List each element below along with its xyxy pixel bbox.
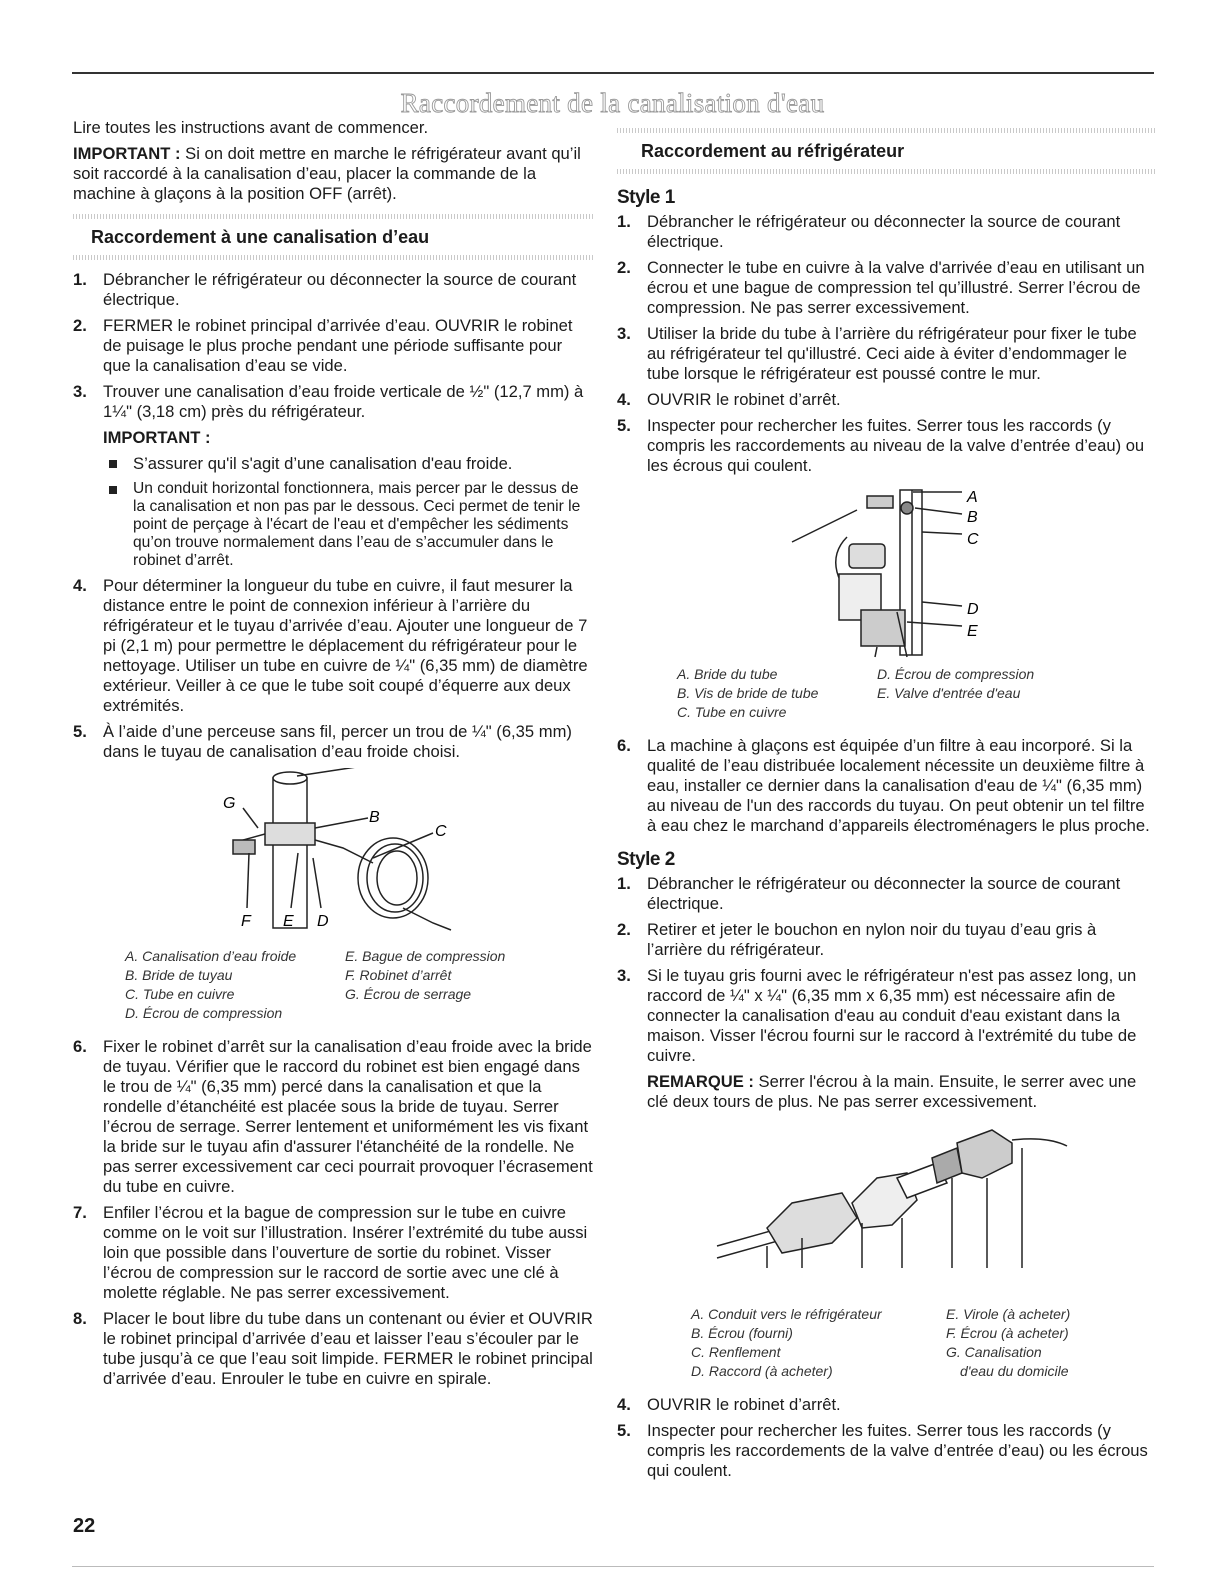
step-number: 4. [617, 390, 631, 409]
list-item [73, 316, 593, 376]
style1-steps-list-continued [617, 736, 1155, 836]
caption: C. Renflement [691, 1344, 781, 1360]
list-item [617, 390, 1155, 410]
list-item [617, 920, 1155, 960]
top-rule [72, 72, 1154, 74]
figure-letter-d: D [967, 601, 979, 618]
list-item [73, 722, 593, 762]
fitting-illustration [617, 1118, 1155, 1278]
bottom-rule [72, 1566, 1154, 1567]
step-text: FERMER le robinet principal d’arrivée d’eau. OUVRIR le robinet de puisage le plus proche pendant une période suffisante pour que la canalisation d’eau se vide. [103, 316, 573, 375]
figure-captions [617, 665, 1155, 722]
step-text: Connecter le tube en cuivre à la valve d'arrivée d’eau en utilisant un écrou et une bague de compression tel qu’illustré. Serrer l’écrou de compression. Ne pas serrer excessivement. [647, 258, 1145, 317]
figure-letter-c: C [435, 823, 447, 840]
list-item [617, 324, 1155, 384]
left-column [73, 118, 593, 1395]
step-text: Pour déterminer la longueur du tube en cuivre, il faut mesurer la distance entre le point de connexion inférieur à l’arrière du réfrigérateur et le tuyau d’arrivée d’eau. Ajouter une longueur de 7 pi (2,1 m) pour permettre le déplacement du réfrigérateur pour le nettoyage. Utiliser un tube en cuivre de ¼" (6,35 mm) de diamètre extérieur. Veiller à ce que le tube soit coupé d’équerre aux deux extrémités. [103, 576, 588, 715]
figure-letter-d: D [317, 913, 329, 930]
left-steps-list-continued [73, 1037, 593, 1389]
step-text: La machine à glaçons est équipée d’un filtre à eau incorporé. Si la qualité de l’eau distribuée localement nécessite un deuxième filtre à eau, installer ce dernier dans la canalisation d'eau de ¼" (6,35 mm) au niveau de l'un des raccords du tuyau. On peut obtenir un tel filtre à eau chez le marchand d’appareils électroménagers le plus proche. [647, 736, 1150, 835]
figure-captions [73, 947, 593, 1023]
step-text: Débrancher le réfrigérateur ou déconnecter la source de courant électrique. [647, 212, 1121, 251]
step-number: 8. [73, 1309, 87, 1328]
bullet-item [103, 454, 593, 474]
list-item [73, 1037, 593, 1197]
step-text: OUVRIR le robinet d’arrêt. [647, 390, 841, 409]
list-item [617, 966, 1155, 1112]
step-number: 7. [73, 1203, 87, 1222]
caption: B. Bride de tuyau [125, 967, 233, 983]
list-item [73, 576, 593, 716]
caption: E. Bague de compression [345, 948, 506, 964]
step-number: 5. [617, 1421, 631, 1440]
bullet-square-icon [109, 460, 117, 468]
caption: d'eau du domicile [960, 1363, 1069, 1379]
caption: B. Écrou (fourni) [691, 1325, 793, 1341]
style2-steps-list [617, 874, 1155, 1112]
list-item [73, 1309, 593, 1389]
figure-letter-a: A [967, 489, 978, 506]
list-item [617, 1421, 1155, 1481]
step-number: 2. [617, 920, 631, 939]
step-text: OUVRIR le robinet d’arrêt. [647, 1395, 841, 1414]
list-item [73, 382, 593, 570]
caption [877, 703, 1077, 722]
step-number: 2. [73, 316, 87, 335]
caption: D. Raccord (à acheter) [691, 1363, 833, 1379]
step-text: Trouver une canalisation d’eau froide verticale de ½" (12,7 mm) à 1¼" (3,18 cm) près du réfrigérateur. [103, 382, 584, 421]
figure-letter-b: B [369, 809, 380, 826]
list-item [617, 1395, 1155, 1415]
figure-letter-c: C [967, 531, 979, 548]
caption: G. Écrou de serrage [345, 986, 472, 1002]
step-text: Inspecter pour rechercher les fuites. Serrer tous les raccords (y compris les raccordements au niveau de la valve d’entrée d’eau) ou les écrous qui coulent. [647, 416, 1145, 475]
remarque-text: Serrer l'écrou à la main. Ensuite, le serrer avec une clé deux tours de plus. Ne pas serrer excessivement. [647, 1072, 1137, 1111]
intro-text: Lire toutes les instructions avant de commencer. [73, 118, 429, 137]
section-title: Raccordement au réfrigérateur [641, 141, 905, 161]
list-item [617, 416, 1155, 476]
caption: D. Écrou de compression [877, 666, 1035, 682]
step3-important-label: IMPORTANT : [103, 428, 211, 447]
hatch-divider [617, 169, 1155, 174]
bullet-text: Un conduit horizontal fonctionnera, mais percer par le dessus de la canalisation et non pas par le dessous. Ceci permet de tenir le point de perçage à l'écart de l'eau et d'empêcher les sédiments qu’on trouve normalement dans l’eau de s’accumuler dans le robinet d’arrêt. [133, 480, 581, 569]
page-number: 22 [73, 1515, 96, 1537]
left-steps-list [73, 270, 593, 762]
figure-letter-b: B [967, 509, 978, 526]
figure-letter-f: F [241, 913, 251, 930]
step-text: Débrancher le réfrigérateur ou déconnecter la source de courant électrique. [647, 874, 1121, 913]
step-number: 4. [73, 576, 87, 595]
caption: A. Bride du tube [677, 666, 778, 682]
important-text: Si on doit mettre en marche le réfrigérateur avant qu’il soit raccordé à la canalisation d’eau, placer la commande de la machine à glaçons à la position OFF (arrêt). [73, 144, 581, 203]
style2-steps-list-continued [617, 1395, 1155, 1481]
step-number: 3. [73, 382, 87, 401]
step-text: Débrancher le réfrigérateur ou déconnecter la source de courant électrique. [103, 270, 577, 309]
hatch-divider [73, 255, 593, 260]
remarque-note [647, 1072, 1155, 1112]
important-note [73, 144, 593, 204]
caption: A. Conduit vers le réfrigérateur [691, 1306, 882, 1322]
step-number: 4. [617, 1395, 631, 1414]
bullet-square-icon [109, 486, 117, 494]
caption: C. Tube en cuivre [677, 704, 787, 720]
bullet-item [103, 480, 593, 570]
step-text: Retirer et jeter le bouchon en nylon noir du tuyau d’eau gris à l’arrière du réfrigérateur. [647, 920, 1097, 959]
step-number: 1. [617, 212, 631, 231]
caption: E. Valve d'entrée d'eau [877, 685, 1021, 701]
step3-bullets [103, 454, 593, 570]
caption: F. Écrou (à acheter) [946, 1325, 1069, 1341]
caption: C. Tube en cuivre [125, 986, 235, 1002]
step-number: 1. [73, 270, 87, 289]
fitting-figure [617, 1118, 1155, 1381]
step-text: Fixer le robinet d’arrêt sur la canalisation d’eau froide avec la bride de tuyau. Vérifier que le raccord du robinet est bien engagé dans le trou de ¼" (6,35 mm) percé dans la canalisation et que la rondelle d’étanchéité est placée sous la bride de tuyau. Serrer l’écrou de serrage. Serrer lentement et uniformément les vis fixant la bride sur le tuyau afin d'assurer l'étanchéité de la rondelle. Ne pas serrer excessivement car ceci pourrait provoquer l’écrasement du tube en cuivre. [103, 1037, 593, 1196]
remarque-label: REMARQUE : [647, 1072, 754, 1091]
style1-heading: Style 1 [617, 187, 675, 208]
step-text: À l’aide d’une perceuse sans fil, percer un trou de ¼" (6,35 mm) dans le tuyau de canalisation d’eau froide choisi. [103, 722, 572, 761]
important-label: IMPORTANT : [73, 144, 181, 163]
inlet-valve-illustration [617, 482, 1155, 662]
bullet-text: S’assurer qu'il s'agit d’une canalisation d'eau froide. [133, 454, 513, 473]
step-number: 6. [73, 1037, 87, 1056]
step-number: 1. [617, 874, 631, 893]
step-text: Utiliser la bride du tube à l’arrière du réfrigérateur pour fixer le tube au réfrigérateur tel qu'illustré. Ceci aide à éviter d’endommager le tube lorsque le réfrigérateur est poussé contre le mur. [647, 324, 1137, 383]
figure-letter-e: E [283, 913, 294, 930]
list-item [73, 1203, 593, 1303]
section-header-refrigerateur [617, 128, 1155, 174]
caption: E. Virole (à acheter) [946, 1306, 1071, 1322]
step-number: 6. [617, 736, 631, 755]
section-header-canalisation [73, 214, 593, 260]
caption: B. Vis de bride de tube [677, 685, 819, 701]
page-title: Raccordement de la canalisation d'eau [400, 88, 825, 118]
inlet-valve-figure [617, 482, 1155, 722]
step-number: 3. [617, 966, 631, 985]
caption: F. Robinet d’arrêt [345, 967, 452, 983]
shutoff-valve-illustration [73, 768, 593, 946]
section-title: Raccordement à une canalisation d’eau [91, 227, 430, 247]
step-text: Enfiler l’écrou et la bague de compression sur le tube en cuivre comme on le voit sur l’illustration. Insérer l’extrémité du tube aussi loin que possible dans l’ouverture de sortie du robinet. Visser l’écrou de compression sur le raccord de sortie avec une clé à molette réglable. Ne pas serrer excessivement. [103, 1203, 588, 1302]
caption: A. Canalisation d’eau froide [125, 948, 297, 964]
list-item [73, 270, 593, 310]
shutoff-valve-figure [73, 768, 593, 1023]
step-text: Placer le bout libre du tube dans un contenant ou évier et OUVRIR le robinet principal d’arrivée d’eau et laisser l’eau s’écouler par le tube jusqu’à ce que l’eau soit limpide. FERMER le robinet principal d’arrivée d’eau. Enrouler le tube en cuivre en spirale. [103, 1309, 593, 1388]
right-column [617, 128, 1155, 1487]
caption [345, 1004, 545, 1023]
caption: D. Écrou de compression [125, 1005, 283, 1021]
list-item [617, 212, 1155, 252]
step-number: 3. [617, 324, 631, 343]
step-number: 5. [73, 722, 87, 741]
step-text: Si le tuyau gris fourni avec le réfrigérateur n'est pas assez long, un raccord de ¼" x ¼" (6,35 mm x 6,35 mm) est nécessaire afin de connecter la canalisation d'eau au conduit d'eau existant dans la maison. Visser l'écrou fourni sur le raccord à l'extrémité du tube de cuivre. [647, 966, 1137, 1065]
figure-letter-g: G [223, 795, 236, 812]
figure-captions [617, 1305, 1155, 1381]
style1-steps-list [617, 212, 1155, 476]
list-item [617, 736, 1155, 836]
style2-heading: Style 2 [617, 849, 675, 870]
list-item [617, 258, 1155, 318]
list-item [617, 874, 1155, 914]
step-text: Inspecter pour rechercher les fuites. Serrer tous les raccords (y compris les raccordements de la valve d’entrée d’eau) ou les écrous qui coulent. [647, 1421, 1148, 1480]
step-number: 5. [617, 416, 631, 435]
caption: G. Canalisation [946, 1344, 1042, 1360]
figure-letter-e: E [967, 623, 978, 640]
step-number: 2. [617, 258, 631, 277]
